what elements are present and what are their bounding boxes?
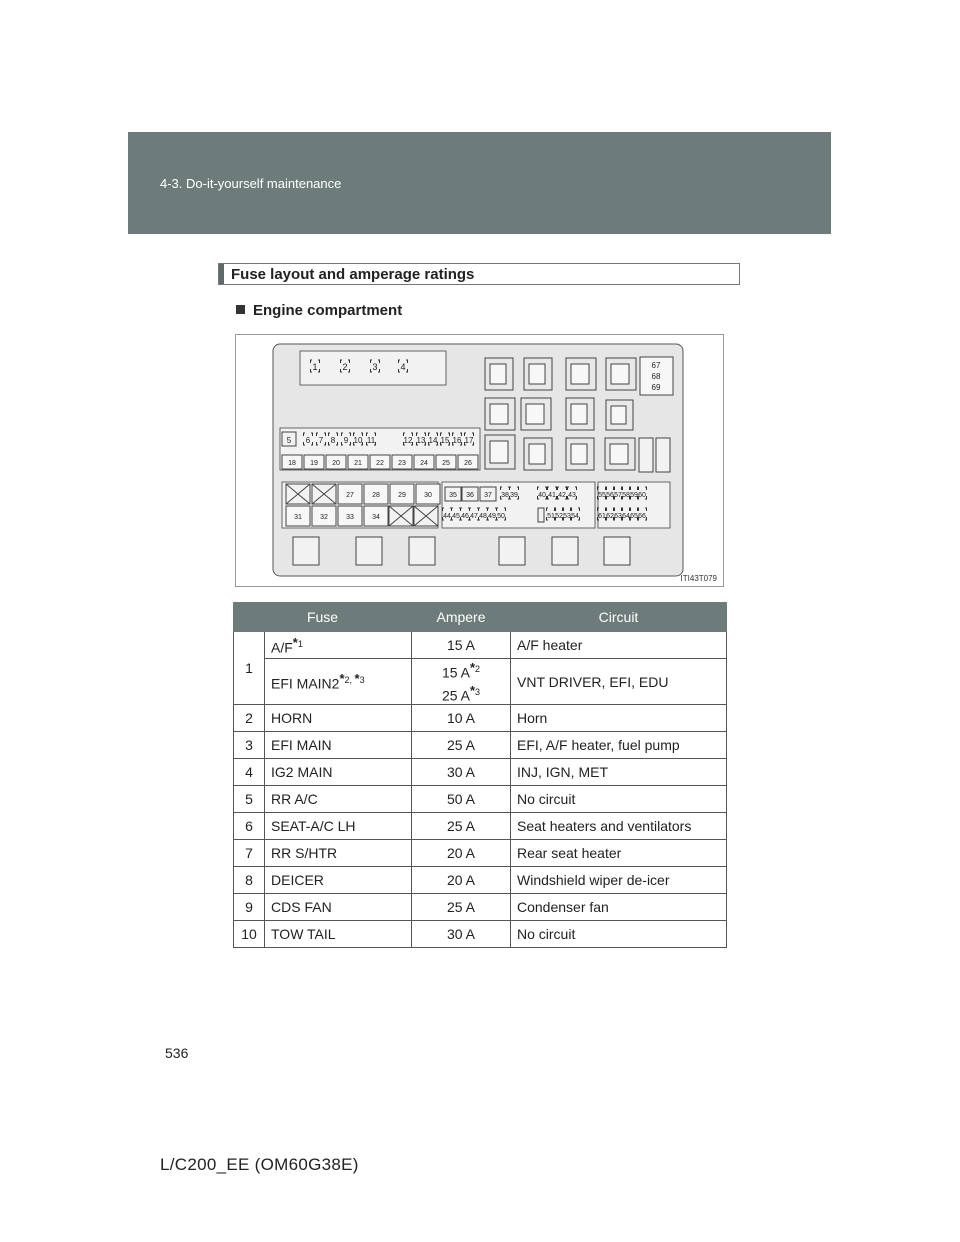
ampere-value: 25 A (441, 687, 470, 704)
relay-contact (611, 364, 629, 384)
footer-code: L/C200_EE (OM60G38E) (160, 1155, 359, 1174)
fuse-name: TOW TAIL (265, 921, 412, 948)
table-row (234, 894, 727, 921)
table-header-row (234, 603, 727, 632)
bullet-square-icon (236, 305, 245, 314)
fuse-label: 56 (606, 492, 614, 499)
fuse-label: 59 (630, 492, 638, 499)
fuse-label: 14 (428, 436, 438, 445)
connector-slot (409, 537, 435, 565)
fuse-label: 22 (376, 460, 384, 467)
relay-contact (490, 441, 508, 463)
fuse-label: 32 (320, 514, 328, 521)
relay-contact (571, 404, 587, 424)
fuse-ampere: 20 A (412, 840, 511, 867)
fuse-label: 39 (510, 492, 518, 499)
fuse-number: 8 (234, 867, 265, 894)
fuse-label: 67 (651, 361, 661, 370)
fuse-label: 52 (555, 513, 563, 520)
fuse-label: 35 (449, 492, 457, 499)
fuse-label: 50 (497, 513, 505, 520)
relay-contact (571, 364, 589, 384)
fuse-label: 31 (294, 514, 302, 521)
footnote-num: 2, (344, 675, 355, 686)
fuse-label: 48 (479, 513, 487, 520)
fuse-label: 26 (464, 460, 472, 467)
fuse-ampere: 25 A (412, 894, 511, 921)
fuse-box-diagram (235, 334, 724, 587)
fuse-label: 11 (366, 436, 376, 445)
fuse-label: 9 (343, 436, 349, 445)
fuse-circuit: Windshield wiper de-icer (511, 867, 727, 894)
connector-slot (552, 537, 578, 565)
fuse-label: 20 (332, 460, 340, 467)
fuse-label: 42 (558, 492, 566, 499)
fuse-label: 63 (614, 513, 622, 520)
fuse-label: 38 (501, 492, 509, 499)
footnote-ref: *2, *3 (339, 671, 365, 687)
fuse-number: 7 (234, 840, 265, 867)
fuse-label: 49 (488, 513, 496, 520)
fuse-label: 43 (568, 492, 576, 499)
section-breadcrumb: 4-3. Do-it-yourself maintenance (160, 176, 342, 191)
fuse-label: 69 (651, 383, 661, 392)
fuse-label: 44 (443, 513, 451, 520)
fuse-label: 66 (638, 513, 646, 520)
fuse-label: 18 (288, 460, 296, 467)
fuse-label: 17 (464, 436, 474, 445)
relay-contact (571, 444, 587, 464)
fuse-label: 27 (346, 492, 354, 499)
fuse-name: SEAT-A/C LH (265, 813, 412, 840)
fuse-label: 68 (651, 372, 661, 381)
fuse-number: 9 (234, 894, 265, 921)
fuse-number: 1 (234, 632, 265, 705)
connector-slot (293, 537, 319, 565)
fuse-name (265, 659, 412, 705)
fuse-ampere: 10 A (412, 705, 511, 732)
table-row (234, 632, 727, 659)
fuse-name: RR A/C (265, 786, 412, 813)
relay-contact (610, 444, 628, 464)
fuse-circuit: No circuit (511, 786, 727, 813)
fuse-ampere: 30 A (412, 921, 511, 948)
fuse-ampere: 50 A (412, 786, 511, 813)
relay-contact (611, 406, 626, 424)
fuse-name: IG2 MAIN (265, 759, 412, 786)
fuse-label: 34 (372, 514, 380, 521)
fuse-label: 7 (318, 436, 324, 445)
fuse-circuit: Condenser fan (511, 894, 727, 921)
header-fuse: Fuse (234, 603, 412, 632)
footnote-num: 3 (475, 686, 481, 697)
fuse-label: 23 (398, 460, 406, 467)
footnote-num: 3 (359, 675, 365, 686)
fuse-circuit: INJ, IGN, MET (511, 759, 727, 786)
fuse-label: 37 (484, 492, 492, 499)
table-row (234, 759, 727, 786)
fuse-label: 3 (372, 362, 378, 372)
fuse-label: 54 (571, 513, 579, 520)
table-row (234, 659, 727, 705)
fuse-ampere (412, 659, 511, 705)
fuse-number: 6 (234, 813, 265, 840)
fuse-circuit: Horn (511, 705, 727, 732)
fuse-label: 51 (547, 513, 555, 520)
subheading-text: Engine compartment (253, 302, 403, 319)
table-row (234, 705, 727, 732)
fuse-name (265, 632, 412, 659)
table-row (234, 732, 727, 759)
connector-slot (356, 537, 382, 565)
table-row (234, 921, 727, 948)
fuse-label: 12 (403, 436, 413, 445)
fuse-label: 25 (442, 460, 450, 467)
fuse-ampere: 15 A (412, 632, 511, 659)
connector-slot (604, 537, 630, 565)
fuse-label: 16 (452, 436, 462, 445)
fuse-label: 2 (342, 362, 348, 372)
fuse-label: 33 (346, 514, 354, 521)
footnote-num: 1 (297, 638, 303, 649)
fuse-label: 45 (452, 513, 460, 520)
table-row (234, 867, 727, 894)
fuse-name: HORN (265, 705, 412, 732)
fuse-name-text: EFI MAIN2 (271, 675, 340, 692)
fuse-label: 15 (440, 436, 450, 445)
fuse-label: 61 (598, 513, 606, 520)
fuse-box-svg (236, 335, 725, 588)
fuse-number: 2 (234, 705, 265, 732)
fuse-number: 4 (234, 759, 265, 786)
fuse-label: 24 (420, 460, 428, 467)
fuse-label: 57 (614, 492, 622, 499)
page-number: 536 (165, 1045, 189, 1061)
footnote-ref: *3 (469, 682, 481, 698)
subheading (236, 302, 402, 319)
fuse-label: 36 (466, 492, 474, 499)
table-row (234, 840, 727, 867)
header-circuit: Circuit (511, 603, 727, 632)
fuse-number: 5 (234, 786, 265, 813)
fuse-label: 4 (400, 362, 406, 372)
fuse-name: RR S/HTR (265, 840, 412, 867)
fuse-label: 46 (461, 513, 469, 520)
footnote-ref: *2 (469, 660, 481, 675)
fuse-name: DEICER (265, 867, 412, 894)
section-title-box (218, 263, 740, 285)
footnote-ref: *1 (292, 634, 303, 650)
fuse-name: CDS FAN (265, 894, 412, 921)
fuse-label: 65 (630, 513, 638, 520)
fuse-number: 10 (234, 921, 265, 948)
table-row (234, 813, 727, 840)
fuse-circuit: EFI, A/F heater, fuel pump (511, 732, 727, 759)
fuse-name: EFI MAIN (265, 732, 412, 759)
fuse-label: 30 (424, 492, 432, 499)
fuse-name-text: A/F (271, 639, 293, 656)
fuse-label: 28 (372, 492, 380, 499)
fuse-ampere: 20 A (412, 867, 511, 894)
fuse-label: 29 (398, 492, 406, 499)
fuse-label: 64 (622, 513, 630, 520)
fuse-label: 8 (330, 436, 336, 445)
fuse-label: 60 (638, 492, 646, 499)
fuse-label: 21 (354, 460, 362, 467)
fuse-label: 1 (312, 362, 318, 372)
table-row (234, 786, 727, 813)
fuse-circuit: VNT DRIVER, EFI, EDU (511, 659, 727, 705)
fuse-label: 19 (310, 460, 318, 467)
fuse-label: 40 (538, 492, 546, 499)
fuse-label: 10 (353, 436, 363, 445)
ampere-value: 15 A (441, 664, 470, 681)
fuse-ampere: 30 A (412, 759, 511, 786)
fuse-circuit: Seat heaters and ventilators (511, 813, 727, 840)
fuse-ampere: 25 A (412, 813, 511, 840)
fuse-number: 3 (234, 732, 265, 759)
header-ampere: Ampere (412, 603, 511, 632)
fuse-label: 53 (563, 513, 571, 520)
title-accent-bar (219, 264, 224, 284)
fuse-ampere: 25 A (412, 732, 511, 759)
fuse-label: 58 (622, 492, 630, 499)
connector-slot (499, 537, 525, 565)
mini-fuse-block (598, 482, 670, 528)
fuse-circuit: Rear seat heater (511, 840, 727, 867)
relay-contact (526, 404, 544, 424)
footnote-num: 2 (475, 664, 481, 674)
figure-code: ITI43T079 (680, 574, 717, 583)
fuse-label: 13 (416, 436, 426, 445)
relay-slot (656, 438, 670, 472)
fuse-label: 41 (548, 492, 556, 499)
relay-contact (529, 444, 545, 464)
fuse-circuit: No circuit (511, 921, 727, 948)
fuse-label: 47 (470, 513, 478, 520)
fuse-table (233, 602, 727, 948)
relay-contact (490, 404, 508, 424)
fuse-label: 6 (305, 436, 311, 445)
relay-slot (639, 438, 653, 472)
relay-contact (490, 364, 506, 384)
fuse-label: 55 (598, 492, 606, 499)
fuse-circuit: A/F heater (511, 632, 727, 659)
relay-contact (529, 364, 545, 384)
fuse-label: 62 (606, 513, 614, 520)
section-title: Fuse layout and amperage ratings (231, 266, 475, 283)
fuse-label: 5 (286, 436, 292, 445)
